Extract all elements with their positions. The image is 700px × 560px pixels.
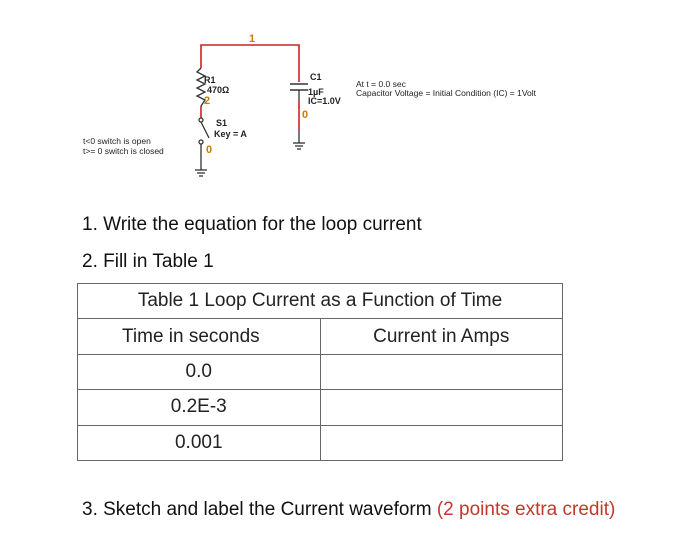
switch-note-closed: t>= 0 switch is closed [83, 146, 164, 156]
c1-value: 1µF [308, 87, 324, 97]
question-1: 1. Write the equation for the loop current [82, 214, 422, 235]
switch-symbol [199, 118, 209, 165]
table-row [78, 425, 563, 460]
r1-value: 470Ω [207, 85, 230, 95]
extra-credit-note: (2 points extra credit) [436, 499, 616, 520]
table-header-row [78, 319, 563, 354]
question-3-text: 3. Sketch and label the Current waveform [82, 499, 437, 520]
time-cell: 0.2E-3 [78, 390, 321, 425]
table-row [78, 354, 563, 389]
current-cell[interactable] [320, 425, 563, 460]
c1-node-label: 0 [302, 109, 309, 121]
circuit-schematic [0, 0, 700, 200]
node-1-label: 1 [249, 33, 256, 45]
current-cell[interactable] [320, 354, 563, 389]
capacitor-symbol [290, 84, 308, 90]
time-cell: 0.0 [78, 354, 321, 389]
c1-name: C1 [310, 72, 322, 82]
current-cell[interactable] [320, 390, 563, 425]
question-3 [82, 497, 682, 522]
column-header-current: Current in Amps [320, 319, 563, 354]
time-cell: 0.001 [78, 425, 321, 460]
ground-symbol-capacitor [293, 130, 305, 149]
s1-name: S1 [216, 118, 228, 128]
table-row [78, 390, 563, 425]
ic-note-time: At t = 0.0 sec [356, 79, 406, 89]
ground-symbol-switch [195, 165, 207, 176]
column-header-time: Time in seconds [78, 319, 321, 354]
ic-note-voltage: Capacitor Voltage = Initial Condition (IC) = 1Volt [356, 88, 537, 98]
s1-key: Key = A [214, 129, 247, 139]
question-2: 2. Fill in Table 1 [82, 251, 214, 272]
loop-current-table [77, 283, 563, 461]
table-caption: Table 1 Loop Current as a Function of Time [78, 284, 563, 319]
s1-node-label: 0 [206, 144, 213, 156]
r1-node-label: 2 [204, 95, 211, 107]
c1-ic: IC=1.0V [308, 96, 341, 106]
switch-note-open: t<0 switch is open [83, 136, 151, 146]
table-caption-row [78, 284, 563, 319]
r1-name: R1 [204, 75, 216, 85]
